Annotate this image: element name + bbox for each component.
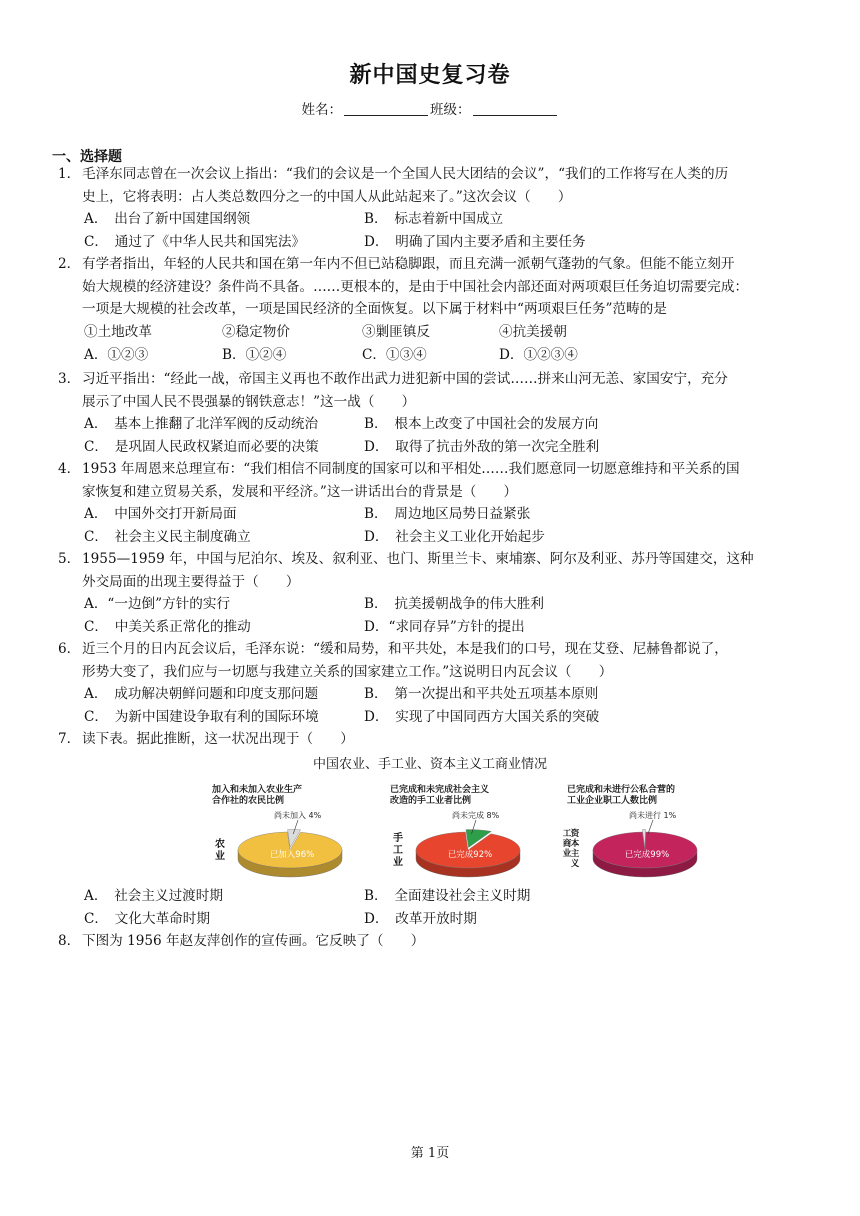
option-b[interactable]: B． 抗美援朝战争的伟大胜利	[364, 596, 544, 612]
question-text-line: 外交局面的出现主要得益于（ ）	[82, 573, 300, 590]
option-b[interactable]: B． 第一次提出和平共处五项基本原则	[364, 686, 599, 702]
pie-chart-agriculture	[190, 780, 355, 880]
question-text-line: 一项是大规模的社会改革，一项是国民经济的全面恢复。以下属于材料中“两项艰巨任务”范畴的是	[82, 301, 667, 317]
option-b[interactable]: B． 全面建设社会主义时期	[364, 888, 531, 904]
chart-title: 改造的手工业者比例	[390, 796, 472, 806]
question-text-line: 读下表。据此推断，这一状况出现于（ ）	[82, 731, 354, 747]
chart-side-label: 工	[393, 845, 403, 856]
question-text-line: 始大规模的经济建设？条件尚不具备。……更根本的，是由于中国社会内部还面对两项艰巨任务迫切需要完成：	[82, 278, 749, 295]
chart-side-label: 商	[562, 839, 572, 849]
question-text-line: 有学者指出，年轻的人民共和国在第一年内不但已站稳脚跟，而且充满一派朝气蓬勃的气象。但能不能立刻开	[82, 256, 735, 272]
question-number: 5．	[58, 551, 81, 567]
option-c[interactable]: C． 中美关系正常化的推动	[84, 619, 251, 635]
option-b[interactable]: B． 周边地区局势日益紧张	[364, 506, 531, 522]
question-5	[58, 548, 810, 593]
question-number: 8．	[58, 933, 81, 949]
question-text-line: 形势大变了，我们应与一切愿与我建立关系的国家建立工作。”这说明日内瓦会议（ ）	[82, 663, 613, 680]
option-d[interactable]: D．“求同存异”方针的提出	[364, 619, 525, 635]
page-title: 新中国史复习卷	[349, 62, 511, 88]
chart-side-label: 本	[570, 839, 580, 849]
option-d[interactable]: D． 实现了中国同西方大国关系的突破	[364, 709, 600, 725]
question-text-line: 1955—1959 年，中国与尼泊尔、埃及、叙利亚、也门、斯里兰卡、柬埔寨、阿尔及利亚、苏丹等国建交，这种	[82, 551, 754, 567]
name-blank[interactable]	[344, 101, 428, 116]
option-b[interactable]: B． 根本上改变了中国社会的发展方向	[364, 416, 599, 432]
slice-label-minor: 尚未进行 1%	[629, 811, 677, 820]
chart-side-label: 工	[562, 829, 572, 839]
chart-side-label: 资	[570, 829, 580, 839]
chart-title: 合作社的农民比例	[212, 796, 285, 806]
statement-item: ①土地改革	[84, 324, 152, 340]
chart-side-label: 手	[393, 833, 403, 844]
chart-caption: 中国农业、手工业、资本主义工商业情况	[312, 757, 547, 772]
question-number: 7．	[58, 731, 81, 747]
option-b[interactable]: B． 标志着新中国成立	[364, 211, 504, 227]
chart-title: 加入和未加入农业生产	[212, 785, 303, 795]
question-text-line: 1953 年周恩来总理宣布：“我们相信不同制度的国家可以和平相处……我们愿意同一切愿意维持和平关系的国	[82, 461, 740, 477]
slice-label-minor: 尚未完成 8%	[452, 811, 500, 820]
statement-item: ③剿匪镇反	[362, 324, 430, 340]
statement-item: ④抗美援朝	[499, 324, 567, 340]
statement-item: ②稳定物价	[222, 324, 290, 340]
class-blank[interactable]	[473, 101, 557, 116]
chart-side-label: 业	[215, 851, 225, 862]
option-c[interactable]: C．①③④	[362, 347, 427, 363]
question-6	[58, 638, 810, 683]
pie-chart-handicraft	[368, 780, 533, 880]
option-d[interactable]: D．①②③④	[499, 347, 578, 363]
option-a[interactable]: A． 基本上推翻了北洋军阀的反动统治	[84, 416, 319, 432]
chart-side-label: 农	[215, 839, 225, 850]
chart-side-label: 义	[570, 859, 580, 869]
question-number: 1．	[58, 166, 81, 182]
option-d[interactable]: D． 改革开放时期	[364, 911, 477, 927]
question-text-line: 下图为 1956 年赵友萍创作的宣传画。它反映了（ ）	[82, 933, 425, 949]
class-label: 班级：	[430, 102, 471, 118]
question-number: 4．	[58, 461, 81, 477]
slice-label-major: 已加入96%	[269, 850, 315, 860]
question-text-line: 毛泽东同志曾在一次会议上指出：“我们的会议是一个全国人民大团结的会议”，“我们的工作将写在人类的历	[82, 166, 729, 182]
question-1	[58, 163, 810, 208]
option-d[interactable]: D． 明确了国内主要矛盾和主要任务	[364, 234, 586, 250]
option-a[interactable]: A． 成功解决朝鲜问题和印度支那问题	[84, 686, 319, 702]
chart-title: 已完成和未进行公私合营的	[567, 785, 676, 795]
chart-title: 工业企业职工人数比例	[567, 796, 658, 806]
question-text-line: 习近平指出：“经此一战，帝国主义再也不敢作出武力进犯新中国的尝试……拼来山河无恙、家国安宁，充分	[82, 371, 728, 387]
chart-side-label: 业	[562, 849, 572, 859]
question-7	[58, 728, 810, 751]
question-text-line: 史上，它将表明：占人类总数四分之一的中国人从此站起来了。”这次会议（ ）	[82, 188, 572, 205]
question-number: 6．	[58, 641, 81, 657]
chart-side-label: 主	[570, 849, 580, 859]
question-8	[58, 930, 810, 953]
option-c[interactable]: C． 社会主义民主制度确立	[84, 529, 251, 545]
question-text-line: 家恢复和建立贸易关系，发展和平经济。”这一讲话出台的背景是（ ）	[82, 483, 518, 500]
question-4	[58, 458, 810, 503]
option-d[interactable]: D． 取得了抗击外敌的第一次完全胜利	[364, 439, 600, 455]
question-text-line: 展示了中国人民不畏强暴的钢铁意志！”这一战（ ）	[82, 393, 416, 410]
question-number: 3．	[58, 371, 81, 387]
question-number: 2．	[58, 256, 81, 272]
name-label: 姓名：	[301, 102, 342, 118]
option-b[interactable]: B．①②④	[222, 347, 287, 363]
option-a[interactable]: A． 社会主义过渡时期	[84, 888, 223, 904]
question-3	[58, 368, 810, 413]
option-c[interactable]: C． 是巩固人民政权紧迫而必要的决策	[84, 439, 319, 455]
option-a[interactable]: A．“一边倒”方针的实行	[84, 596, 231, 612]
chart-title: 已完成和未完成社会主义	[390, 785, 490, 795]
question-2	[58, 253, 810, 321]
option-c[interactable]: C． 通过了《中华人民共和国宪法》	[84, 234, 306, 250]
option-c[interactable]: C． 文化大革命时期	[84, 911, 210, 927]
option-a[interactable]: A． 出台了新中国建国纲领	[84, 211, 251, 227]
page-number: 第 1页	[410, 1146, 450, 1161]
option-a[interactable]: A． 中国外交打开新局面	[84, 506, 237, 522]
chart-side-label: 业	[393, 857, 403, 868]
student-info	[0, 98, 860, 118]
slice-label-minor: 尚未加入 4%	[274, 811, 322, 820]
slice-label-major: 已完成99%	[624, 850, 670, 860]
pie-chart-commerce	[545, 780, 710, 880]
option-a[interactable]: A．①②③	[84, 347, 149, 363]
slice-label-major: 已完成92%	[447, 850, 493, 860]
option-c[interactable]: C． 为新中国建设争取有利的国际环境	[84, 709, 319, 725]
option-d[interactable]: D． 社会主义工业化开始起步	[364, 529, 545, 545]
question-text-line: 近三个月的日内瓦会议后，毛泽东说：“缓和局势，和平共处，本是我们的口号，现在艾登、尼赫鲁都说了，	[82, 641, 728, 657]
section-heading: 一、选择题	[52, 149, 122, 165]
